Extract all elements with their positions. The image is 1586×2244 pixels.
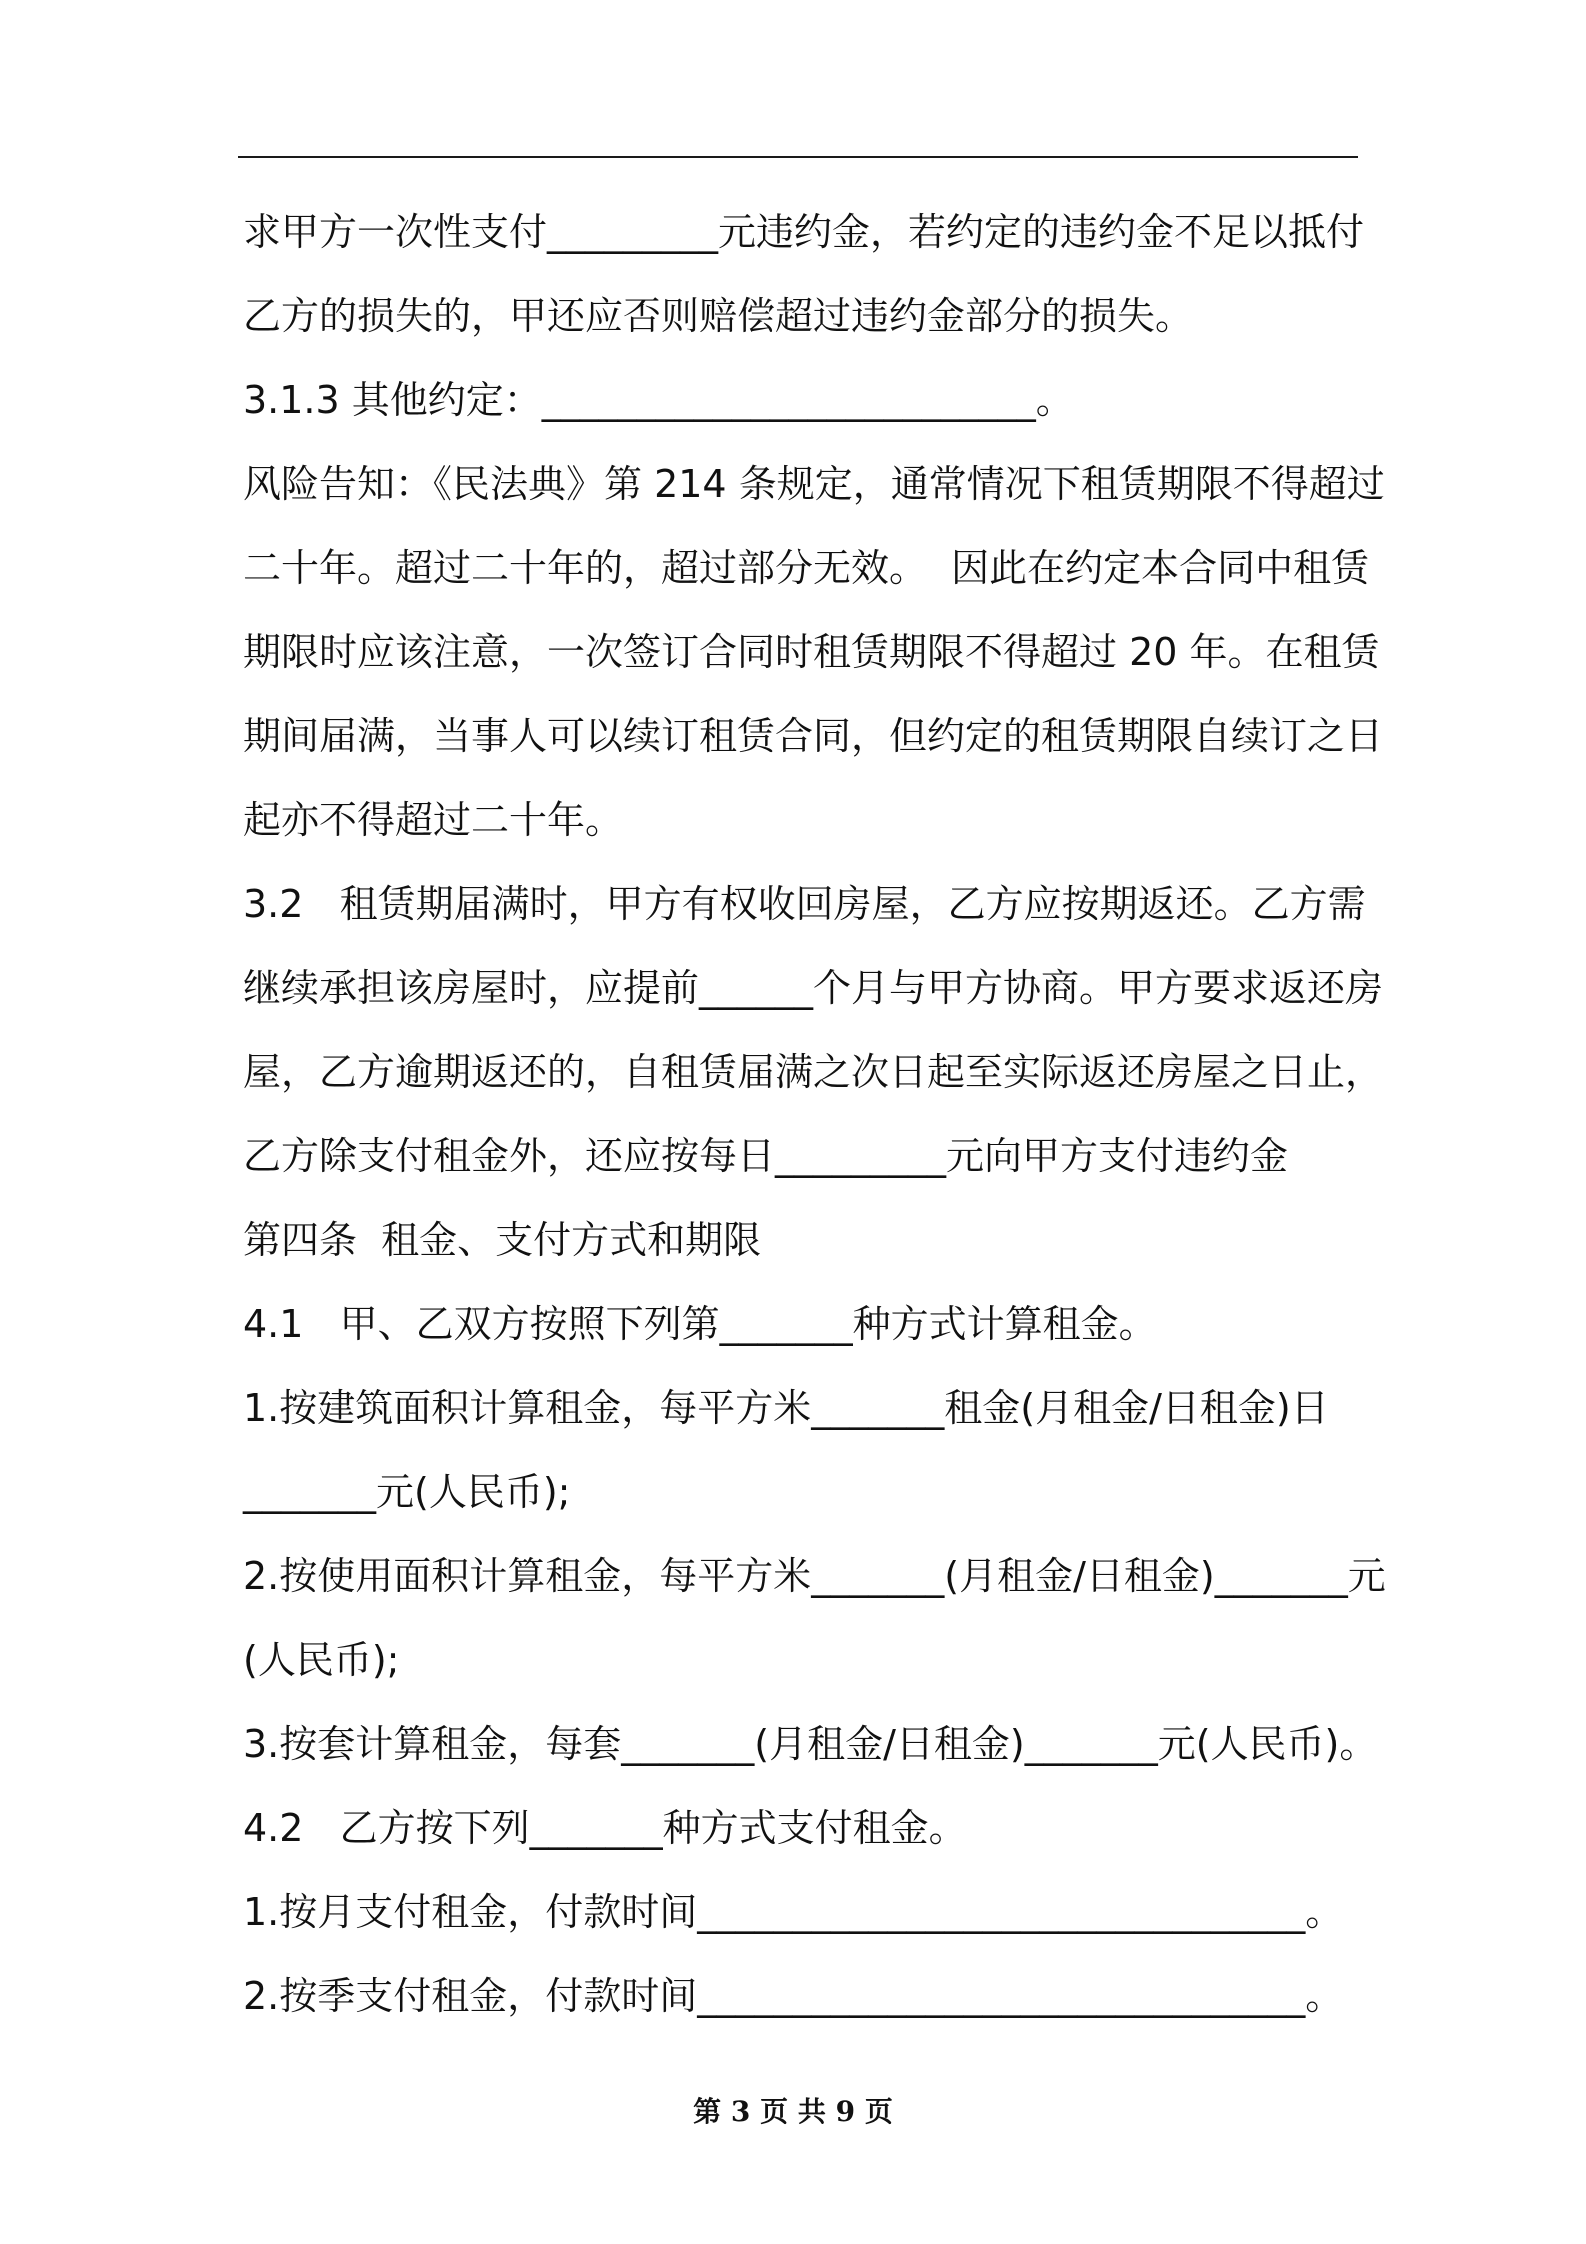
body-line: 3.按套计算租金，每套_______(月租金/日租金)_______元(人民币)。 bbox=[243, 1722, 1378, 1766]
body-line: 1.按月支付租金，付款时间________________________________。 bbox=[243, 1890, 1344, 1934]
body-line: 4.2 乙方按下列_______种方式支付租金。 bbox=[243, 1806, 967, 1850]
body-line: 期限时应该注意，一次签订合同时租赁期限不得超过 20 年。在租赁 bbox=[243, 630, 1380, 674]
document-body bbox=[243, 190, 1386, 2038]
body-line: 4.1 甲、乙双方按照下列第_______种方式计算租金。 bbox=[243, 1302, 1157, 1346]
body-line: 3.2 租赁期届满时，甲方有权收回房屋，乙方应按期返还。乙方需 bbox=[243, 882, 1366, 926]
header-rule bbox=[238, 156, 1358, 158]
body-line: 3.1.3 其他约定：__________________________。 bbox=[243, 378, 1074, 422]
body-line: 1.按建筑面积计算租金，每平方米_______租金(月租金/日租金)日 bbox=[243, 1386, 1329, 1430]
body-line: 继续承担该房屋时，应提前______个月与甲方协商。甲方要求返还房 bbox=[243, 966, 1384, 1010]
page-number: 第 3 页 共 9 页 bbox=[693, 2095, 893, 2128]
body-line: 2.按使用面积计算租金，每平方米_______(月租金/日租金)_______元 bbox=[243, 1554, 1386, 1598]
body-line: _______元(人民币); bbox=[243, 1470, 571, 1514]
section-heading: 第四条 租金、支付方式和期限 bbox=[243, 1218, 762, 1262]
body-line: 期间届满，当事人可以续订租赁合同，但约定的租赁期限自续订之日 bbox=[243, 714, 1384, 758]
body-line: (人民币); bbox=[243, 1638, 400, 1682]
body-line: 起亦不得超过二十年。 bbox=[243, 798, 624, 842]
body-line: 二十年。超过二十年的，超过部分无效。 因此在约定本合同中租赁 bbox=[243, 546, 1370, 590]
body-line: 屋，乙方逾期返还的，自租赁届满之次日起至实际返还房屋之日止， bbox=[243, 1050, 1384, 1094]
body-line: 求甲方一次性支付_________元违约金，若约定的违约金不足以抵付 bbox=[243, 210, 1365, 254]
body-line: 乙方除支付租金外，还应按每日_________元向甲方支付违约金 bbox=[243, 1134, 1289, 1178]
body-line: 风险告知：《民法典》第 214 条规定，通常情况下租赁期限不得超过 bbox=[243, 462, 1385, 506]
body-line: 乙方的损失的，甲还应否则赔偿超过违约金部分的损失。 bbox=[243, 294, 1194, 338]
body-line: 2.按季支付租金，付款时间________________________________。 bbox=[243, 1974, 1344, 2018]
